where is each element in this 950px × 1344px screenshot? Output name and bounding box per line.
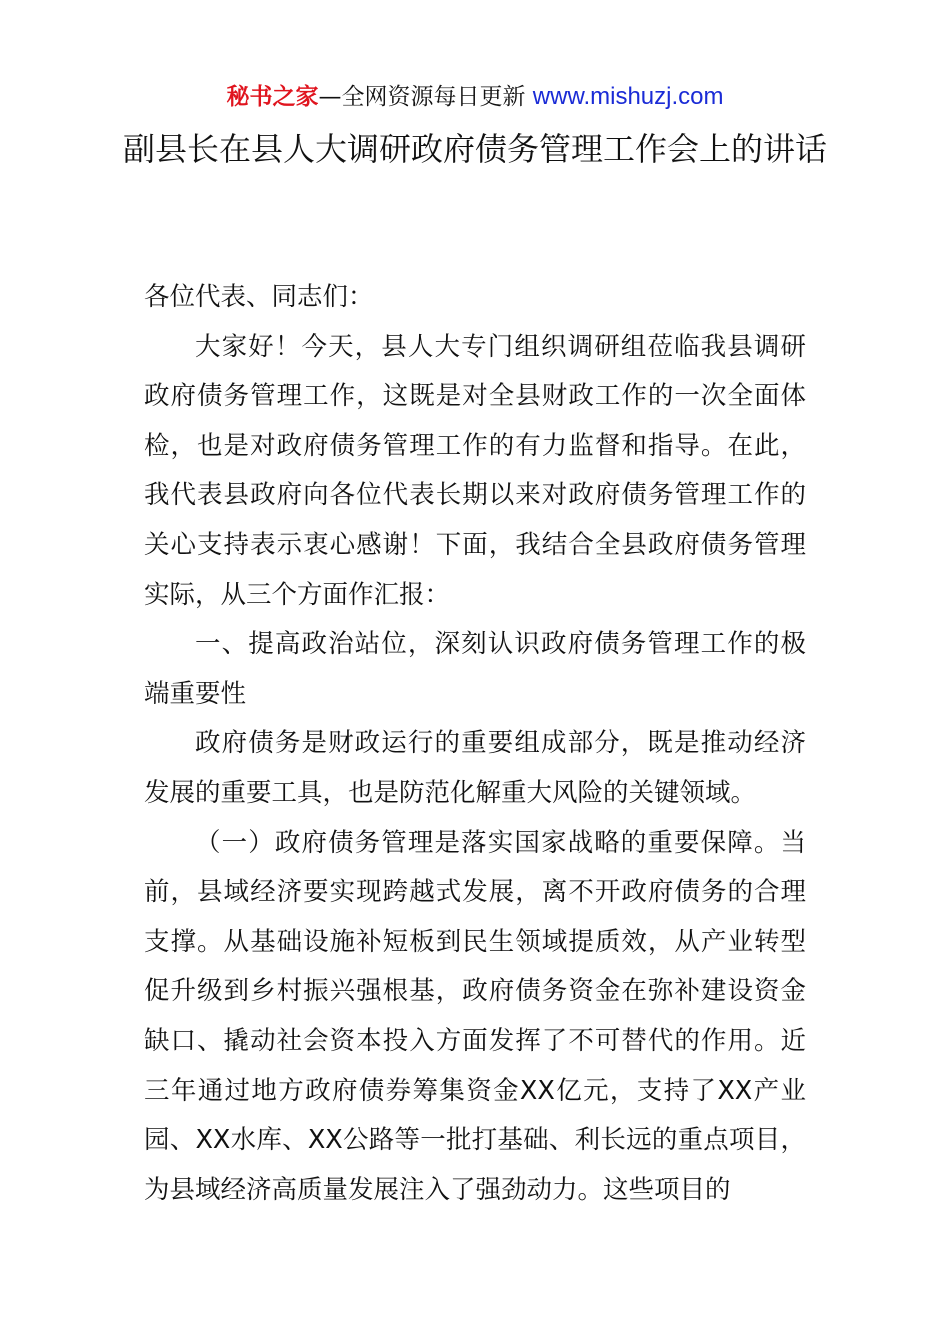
- paragraph-subsection-1: （一）政府债务管理是落实国家战略的重要保障。当前，县域经济要实现跨越式发展，离不开政府债务的合理支撑。从基础设施补短板到民生领域提质效，从产业转型促升级到乡村振兴强根基，政府债务资金在弥补建设资金缺口、撬动社会资本投入方面发挥了不可替代的作用。近三年通过地方政府债券筹集资金XX亿元，支持了XX产业园、XX水库、XX公路等一批打基础、利长远的重点项目，为县域经济高质量发展注入了强劲动力。这些项目的: [144, 827, 806, 1205]
- document-body: [144, 273, 806, 1215]
- section-heading-1: 一、提高政治站位，深刻认识政府债务管理工作的极端重要性: [144, 629, 806, 709]
- site-header: [0, 80, 950, 114]
- site-url[interactable]: www.mishuzj.com: [532, 83, 724, 110]
- brand-name: 秘书之家: [226, 84, 319, 110]
- document-title: 副县长在县人大调研政府债务管理工作会上的讲话: [122, 130, 827, 168]
- paragraph-intro: 大家好！今天，县人大专门组织调研组莅临我县调研政府债务管理工作，这既是对全县财政工作的一次全面体检，也是对政府债务管理工作的有力监督和指导。在此，我代表县政府向各位代表长期以来对政府债务管理工作的关心支持表示衷心感谢！下面，我结合全县政府债务管理实际，从三个方面作汇报：: [144, 331, 806, 610]
- salutation: 各位代表、同志们：: [144, 282, 374, 312]
- header-slogan: —全网资源每日更新: [318, 84, 533, 110]
- paragraph-section-1-intro: 政府债务是财政运行的重要组成部分，既是推动经济发展的重要工具，也是防范化解重大风险的关键领域。: [144, 728, 806, 808]
